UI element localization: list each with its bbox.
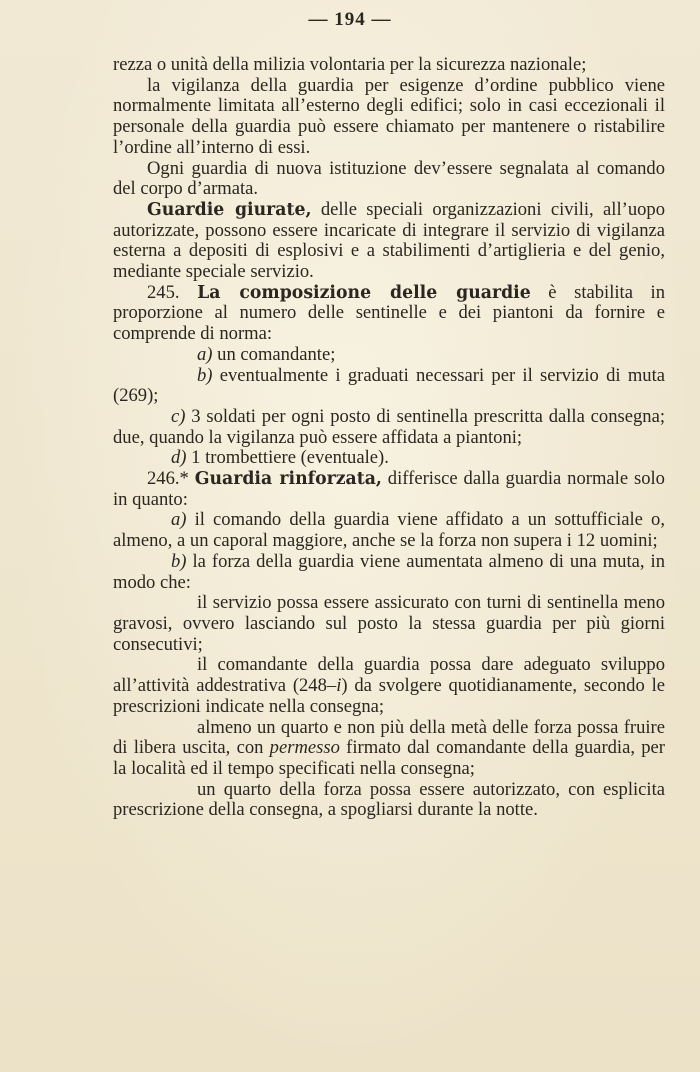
- list-item: [113, 552, 665, 593]
- paragraph: [113, 159, 665, 200]
- page-number: — 194 —: [308, 9, 392, 30]
- paragraph: [113, 718, 665, 780]
- paragraph-text: eventualmente i graduati necessari per il servizio di muta (269);: [113, 364, 665, 407]
- paragraph: [113, 655, 665, 717]
- paragraph: [113, 55, 665, 76]
- paragraph-text: la vigilanza della guardia per esigenze d’ordine pubblico viene normalmente limitata all’esterno degli edifici; solo in casi eccezionali il personale della guardia può essere chiamato per mantenere o ristabilire l’ordine all’interno di essi.: [113, 74, 665, 158]
- paragraph-text: ) da svolgere quotidianamente, secondo le prescrizioni indicate nella consegna;: [113, 675, 665, 717]
- list-marker: b): [197, 364, 213, 386]
- paragraph-text: 1 trombettiere (eventuale).: [186, 447, 389, 469]
- list-item: [113, 366, 665, 407]
- list-item: [113, 407, 665, 448]
- italic-text: permesso: [269, 737, 340, 759]
- paragraph-text: il servizio possa essere assicurato con turni di sentinella meno gravosi, ovvero lasciando sul posto la stessa guardia per più giorni consecutivi;: [113, 592, 665, 655]
- paragraph: [113, 200, 665, 283]
- paragraph-text: il comando della guardia viene affidato a un sottufficiale o, almeno, a un caporal maggiore, anche se la forza non supera i 12 uomini;: [113, 509, 665, 552]
- paragraph-text: rezza o unità della milizia volontaria per la sicurezza nazionale;: [113, 54, 587, 75]
- list-marker: b): [171, 550, 187, 572]
- paragraph-heading: Guardia rinforzata,: [194, 469, 382, 490]
- paragraph: [113, 283, 665, 345]
- list-item: [113, 510, 665, 551]
- paragraph-heading: La composizione delle guardie: [197, 282, 531, 303]
- paragraph: [113, 469, 665, 510]
- paragraph-text: la forza della guardia viene aumentata almeno di una muta, in modo che:: [113, 550, 665, 593]
- paragraph-text: firmato dal comandante della guardia, per la località ed il tempo specificati nella consegna;: [113, 737, 665, 779]
- paragraph-text: delle speciali organizzazioni civili, all’uopo autorizzate, possono essere incaricate di integrare il servizio di vigilanza esterna a depositi di esplosivi e a stabilimenti d’artiglieria e del genio, mediante speciale servizio.: [113, 198, 666, 283]
- list-item: [113, 448, 665, 469]
- list-marker: c): [171, 405, 186, 427]
- paragraph: [113, 780, 665, 821]
- paragraph-text: un quarto della forza possa essere autorizzato, con esplicita prescrizione della consegna, a spogliarsi durante la notte.: [113, 778, 665, 821]
- paragraph-text: 3 soldati per ogni posto di sentinella prescritta dalla consegna; due, quando la vigilanza può essere affidata a piantoni;: [113, 405, 665, 448]
- paragraph: [113, 593, 665, 655]
- list-item: [113, 345, 665, 366]
- paragraph-text: differisce dalla guardia normale solo in quanto:: [113, 468, 665, 510]
- body-text: [113, 55, 665, 821]
- section-number: 246.*: [147, 468, 189, 490]
- list-marker: d): [171, 447, 187, 469]
- paragraph-text: è stabilita in proporzione al numero delle sentinelle e dei piantoni da fornire e comprende di norma:: [113, 281, 665, 345]
- paragraph-text: un comandante;: [212, 343, 336, 365]
- paragraph: [113, 76, 665, 159]
- list-marker: a): [171, 509, 187, 531]
- paragraph-text: Ogni guardia di nuova istituzione dev’essere segnalata al comando del corpo d’armata.: [113, 157, 665, 200]
- paragraph-heading: Guardie giurate,: [147, 199, 312, 220]
- italic-text: i: [336, 675, 342, 697]
- paragraph-text: almeno un quarto e non più della metà delle forza possa fruire di libera uscita, con: [113, 716, 665, 759]
- paragraph-text: il comandante della guardia possa dare adeguato sviluppo all’attività addestrativa (248–: [113, 654, 665, 697]
- section-number: 245.: [147, 281, 180, 303]
- list-marker: a): [197, 343, 213, 365]
